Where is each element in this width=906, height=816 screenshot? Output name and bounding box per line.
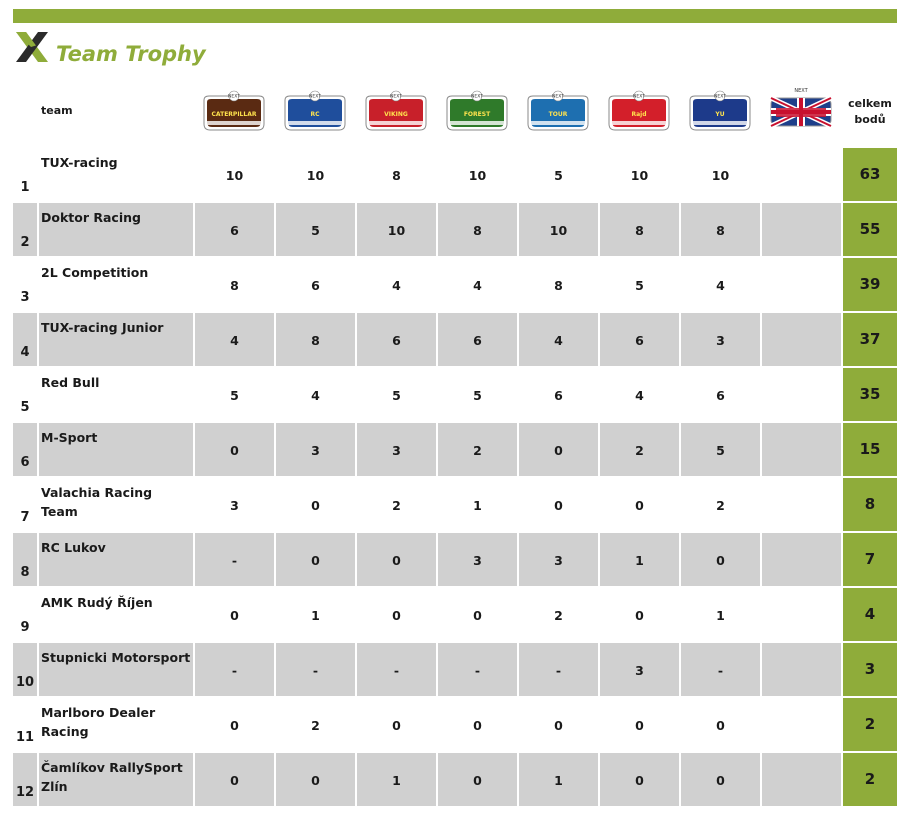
score-value: 1 <box>311 608 320 623</box>
score-cell <box>438 313 517 366</box>
score-cell <box>276 368 355 421</box>
team-cell <box>39 588 193 641</box>
rajd-luzskowyczki-logo-icon <box>606 86 672 132</box>
score-value: 10 <box>711 168 730 183</box>
score-cell <box>438 258 517 311</box>
score-value: 0 <box>311 773 320 788</box>
svg-text:TOUR: TOUR <box>548 111 568 118</box>
score-cell <box>681 588 760 641</box>
score-value: - <box>717 663 724 678</box>
empty-score-cell <box>762 533 841 586</box>
svg-text:YU: YU <box>715 111 725 118</box>
total-cell <box>843 698 897 751</box>
next-logo-icon <box>14 30 50 64</box>
score-value: 2 <box>716 498 725 513</box>
score-cell <box>438 368 517 421</box>
score-cell <box>438 148 517 201</box>
total-cell <box>843 313 897 366</box>
score-cell <box>681 313 760 366</box>
score-cell <box>519 643 598 696</box>
team-name: AMK Rudý Říjen <box>41 595 153 610</box>
score-cell <box>600 753 679 806</box>
team-cell <box>39 148 193 201</box>
score-cell <box>357 478 436 531</box>
team-cell <box>39 643 193 696</box>
score-cell <box>438 478 517 531</box>
score-cell <box>195 258 274 311</box>
score-value: 1 <box>392 773 401 788</box>
rank-value: 5 <box>20 400 30 415</box>
score-value: 4 <box>554 333 563 348</box>
score-value: 0 <box>554 498 563 513</box>
total-cell <box>843 148 897 201</box>
score-cell <box>195 643 274 696</box>
total-value: 4 <box>864 605 876 623</box>
score-cell <box>600 203 679 256</box>
score-cell <box>357 258 436 311</box>
svg-text:VIKING: VIKING <box>384 111 408 118</box>
score-value: 4 <box>635 388 644 403</box>
yu-reli-okuka-logo-icon <box>687 86 753 132</box>
score-cell <box>438 423 517 476</box>
score-value: 6 <box>473 333 482 348</box>
score-cell <box>357 533 436 586</box>
total-value: 35 <box>859 385 881 403</box>
score-value: 1 <box>473 498 482 513</box>
svg-text:FOREST: FOREST <box>463 111 491 118</box>
score-cell <box>681 753 760 806</box>
score-value: 2 <box>554 608 563 623</box>
rank-cell <box>13 423 37 476</box>
score-cell <box>600 698 679 751</box>
svg-text:RC: RC <box>310 111 320 118</box>
team-cell <box>39 533 193 586</box>
score-value: 0 <box>311 553 320 568</box>
score-cell <box>195 588 274 641</box>
team-name: TUX-racing <box>41 155 118 170</box>
score-cell <box>195 533 274 586</box>
score-value: 0 <box>473 608 482 623</box>
team-name: Valachia Racing Team <box>41 485 153 519</box>
score-value: 0 <box>230 773 239 788</box>
total-cell <box>843 203 897 256</box>
rank-value: 6 <box>20 455 30 470</box>
table-row <box>13 753 897 806</box>
team-cell <box>39 698 193 751</box>
score-value: 0 <box>230 443 239 458</box>
team-cell <box>39 313 193 366</box>
svg-text:NEXT: NEXT <box>471 94 483 100</box>
score-cell <box>681 478 760 531</box>
score-value: 6 <box>716 388 725 403</box>
team-name: Doktor Racing <box>41 210 141 225</box>
svg-text:NEXT: NEXT <box>633 94 645 100</box>
score-cell <box>600 478 679 531</box>
score-value: 3 <box>716 333 725 348</box>
score-cell <box>195 203 274 256</box>
rank-cell <box>13 148 37 201</box>
score-value: 2 <box>635 443 644 458</box>
team-cell <box>39 258 193 311</box>
score-cell <box>519 698 598 751</box>
score-cell <box>519 258 598 311</box>
score-value: 0 <box>473 718 482 733</box>
rank-cell <box>13 368 37 421</box>
score-value: - <box>312 663 319 678</box>
empty-score-cell <box>762 588 841 641</box>
score-cell <box>276 148 355 201</box>
score-cell <box>195 698 274 751</box>
score-value: 0 <box>230 608 239 623</box>
total-value: 37 <box>859 330 881 348</box>
svg-text:Rajd: Rajd <box>631 111 647 118</box>
score-value: 10 <box>387 223 406 238</box>
score-cell <box>195 423 274 476</box>
total-cell <box>843 588 897 641</box>
rank-value: 3 <box>20 290 30 305</box>
union-jack-rally-logo-icon <box>768 86 834 132</box>
table-row <box>13 698 897 751</box>
total-value: 8 <box>864 495 876 513</box>
team-cell <box>39 753 193 806</box>
score-value: 6 <box>311 278 320 293</box>
page-title: Team Trophy <box>56 42 206 66</box>
score-value: 8 <box>473 223 482 238</box>
svg-text:NEXT: NEXT <box>794 88 808 94</box>
score-cell <box>600 423 679 476</box>
score-value: 0 <box>716 773 725 788</box>
score-value: 4 <box>473 278 482 293</box>
rank-value: 8 <box>20 565 30 580</box>
score-value: 8 <box>635 223 644 238</box>
table-row <box>13 533 897 586</box>
team-name: Marlboro Dealer Racing <box>41 705 156 739</box>
score-cell <box>357 313 436 366</box>
score-cell <box>600 258 679 311</box>
score-cell <box>357 753 436 806</box>
svg-text:NEXT: NEXT <box>228 94 240 100</box>
score-value: - <box>231 553 238 568</box>
score-cell <box>195 148 274 201</box>
rank-cell <box>13 478 37 531</box>
score-cell <box>357 368 436 421</box>
score-cell <box>357 698 436 751</box>
score-value: - <box>231 663 238 678</box>
score-cell <box>600 588 679 641</box>
total-cell <box>843 533 897 586</box>
score-value: 5 <box>473 388 482 403</box>
total-value: 55 <box>859 220 881 238</box>
score-cell <box>681 258 760 311</box>
svg-text:NEXT: NEXT <box>714 94 726 100</box>
score-value: 3 <box>554 553 563 568</box>
table-row <box>13 148 897 201</box>
rank-value: 7 <box>20 510 30 525</box>
score-value: 8 <box>230 278 239 293</box>
team-name: 2L Competition <box>41 265 149 280</box>
rank-cell <box>13 203 37 256</box>
forest-frog-rally-logo-icon <box>444 86 510 132</box>
score-value: 3 <box>230 498 239 513</box>
score-value: 3 <box>392 443 401 458</box>
rank-value: 9 <box>20 620 30 635</box>
table-row <box>13 313 897 366</box>
empty-score-cell <box>762 203 841 256</box>
empty-score-cell <box>762 368 841 421</box>
score-cell <box>276 313 355 366</box>
team-name: Red Bull <box>41 375 100 390</box>
score-value: 4 <box>311 388 320 403</box>
total-value: 15 <box>859 440 881 458</box>
score-value: 5 <box>311 223 320 238</box>
table-row <box>13 478 897 531</box>
score-value: - <box>474 663 481 678</box>
score-value: 10 <box>306 168 325 183</box>
score-cell <box>195 478 274 531</box>
total-value: 3 <box>864 660 876 678</box>
score-value: 0 <box>635 773 644 788</box>
score-cell <box>276 203 355 256</box>
score-value: 3 <box>311 443 320 458</box>
score-cell <box>438 698 517 751</box>
score-cell <box>519 313 598 366</box>
score-cell <box>276 643 355 696</box>
team-cell <box>39 478 193 531</box>
team-column-header: team <box>41 104 73 117</box>
empty-score-cell <box>762 423 841 476</box>
table-row <box>13 643 897 696</box>
score-cell <box>681 698 760 751</box>
svg-text:NEXT: NEXT <box>390 94 402 100</box>
score-value: 6 <box>635 333 644 348</box>
score-cell <box>519 533 598 586</box>
score-cell <box>681 423 760 476</box>
score-value: 0 <box>230 718 239 733</box>
total-cell <box>843 643 897 696</box>
score-cell <box>357 148 436 201</box>
rank-value: 11 <box>15 730 35 745</box>
score-value: 4 <box>230 333 239 348</box>
score-value: 8 <box>716 223 725 238</box>
table-row <box>13 588 897 641</box>
score-value: 6 <box>392 333 401 348</box>
score-value: 0 <box>392 718 401 733</box>
empty-score-cell <box>762 698 841 751</box>
score-cell <box>600 148 679 201</box>
svg-text:NEXT: NEXT <box>552 94 564 100</box>
score-value: - <box>555 663 562 678</box>
score-value: 10 <box>549 223 568 238</box>
score-value: 0 <box>554 443 563 458</box>
header-bar <box>13 9 897 23</box>
rank-cell <box>13 698 37 751</box>
team-name: RC Lukov <box>41 540 106 555</box>
score-value: 5 <box>716 443 725 458</box>
rank-cell <box>13 753 37 806</box>
score-value: 0 <box>392 608 401 623</box>
caterpillar-rally-logo-icon <box>201 86 267 132</box>
empty-score-cell <box>762 313 841 366</box>
score-cell <box>276 588 355 641</box>
total-cell <box>843 368 897 421</box>
score-value: 8 <box>392 168 401 183</box>
score-value: 8 <box>554 278 563 293</box>
score-value: 5 <box>392 388 401 403</box>
score-value: 10 <box>468 168 487 183</box>
score-value: 5 <box>554 168 563 183</box>
total-column-header-text: celkem bodů <box>848 97 892 126</box>
score-cell <box>276 258 355 311</box>
empty-score-cell <box>762 478 841 531</box>
score-value: 2 <box>473 443 482 458</box>
score-cell <box>357 643 436 696</box>
score-value: 6 <box>230 223 239 238</box>
score-cell <box>195 313 274 366</box>
score-cell <box>438 588 517 641</box>
score-cell <box>600 533 679 586</box>
total-value: 63 <box>859 165 881 183</box>
score-value: 0 <box>392 553 401 568</box>
score-cell <box>357 423 436 476</box>
svg-text:CATERPILLAR: CATERPILLAR <box>211 111 257 118</box>
rank-value: 10 <box>15 675 35 690</box>
empty-score-cell <box>762 643 841 696</box>
team-name: Čamlíkov RallySport Zlín <box>41 760 183 794</box>
score-cell <box>600 643 679 696</box>
team-name: M-Sport <box>41 430 98 445</box>
score-cell <box>600 313 679 366</box>
score-value: 0 <box>473 773 482 788</box>
empty-score-cell <box>762 753 841 806</box>
empty-score-cell <box>762 258 841 311</box>
score-value: 0 <box>716 553 725 568</box>
score-value: 1 <box>554 773 563 788</box>
score-cell <box>681 148 760 201</box>
total-cell <box>843 423 897 476</box>
rank-cell <box>13 588 37 641</box>
score-cell <box>681 203 760 256</box>
team-cell <box>39 368 193 421</box>
rank-value: 2 <box>20 235 30 250</box>
score-cell <box>276 753 355 806</box>
score-cell <box>357 588 436 641</box>
rank-cell <box>13 643 37 696</box>
score-value: 3 <box>473 553 482 568</box>
score-cell <box>438 533 517 586</box>
total-value: 2 <box>864 715 876 733</box>
svg-text:NEXT: NEXT <box>309 94 321 100</box>
team-name: TUX-racing Junior <box>41 320 164 335</box>
team-name: Stupnicki Motorsport <box>41 650 191 665</box>
score-cell <box>276 533 355 586</box>
rank-value: 4 <box>20 345 30 360</box>
score-value: 10 <box>225 168 244 183</box>
score-cell <box>519 423 598 476</box>
score-value: 2 <box>311 718 320 733</box>
rank-cell <box>13 533 37 586</box>
table-row <box>13 368 897 421</box>
table-row <box>13 203 897 256</box>
score-value: 4 <box>716 278 725 293</box>
score-cell <box>519 368 598 421</box>
total-cell <box>843 258 897 311</box>
rank-value: 12 <box>15 785 35 800</box>
score-value: 0 <box>635 498 644 513</box>
score-cell <box>519 588 598 641</box>
score-cell <box>438 643 517 696</box>
total-value: 7 <box>864 550 876 568</box>
score-cell <box>681 368 760 421</box>
score-value: 8 <box>311 333 320 348</box>
rc-lukov-logo-icon <box>282 86 348 132</box>
score-cell <box>681 643 760 696</box>
score-cell <box>357 203 436 256</box>
rank-cell <box>13 313 37 366</box>
team-cell <box>39 423 193 476</box>
score-value: 0 <box>716 718 725 733</box>
score-cell <box>438 753 517 806</box>
score-value: 5 <box>230 388 239 403</box>
score-cell <box>519 148 598 201</box>
score-cell <box>276 478 355 531</box>
score-value: 2 <box>392 498 401 513</box>
total-value: 2 <box>864 770 876 788</box>
score-value: 4 <box>392 278 401 293</box>
score-value: 0 <box>554 718 563 733</box>
viking-rally-logo-icon <box>363 86 429 132</box>
score-cell <box>681 533 760 586</box>
score-cell <box>195 368 274 421</box>
score-cell <box>600 368 679 421</box>
score-value: 1 <box>635 553 644 568</box>
total-column-header <box>843 96 897 128</box>
tour-de-cabin-logo-icon <box>525 86 591 132</box>
score-value: 0 <box>635 608 644 623</box>
score-value: 0 <box>635 718 644 733</box>
score-cell <box>195 753 274 806</box>
score-value: 6 <box>554 388 563 403</box>
table-row <box>13 423 897 476</box>
score-value: - <box>393 663 400 678</box>
score-value: 10 <box>630 168 649 183</box>
rank-cell <box>13 258 37 311</box>
total-value: 39 <box>859 275 881 293</box>
score-cell <box>276 423 355 476</box>
score-cell <box>519 203 598 256</box>
total-cell <box>843 753 897 806</box>
score-cell <box>519 753 598 806</box>
team-cell <box>39 203 193 256</box>
score-value: 5 <box>635 278 644 293</box>
table-row <box>13 258 897 311</box>
score-cell <box>276 698 355 751</box>
score-value: 3 <box>635 663 644 678</box>
score-value: 1 <box>716 608 725 623</box>
total-cell <box>843 478 897 531</box>
score-cell <box>519 478 598 531</box>
empty-score-cell <box>762 148 841 201</box>
score-cell <box>438 203 517 256</box>
rank-value: 1 <box>20 180 30 195</box>
score-value: 0 <box>311 498 320 513</box>
